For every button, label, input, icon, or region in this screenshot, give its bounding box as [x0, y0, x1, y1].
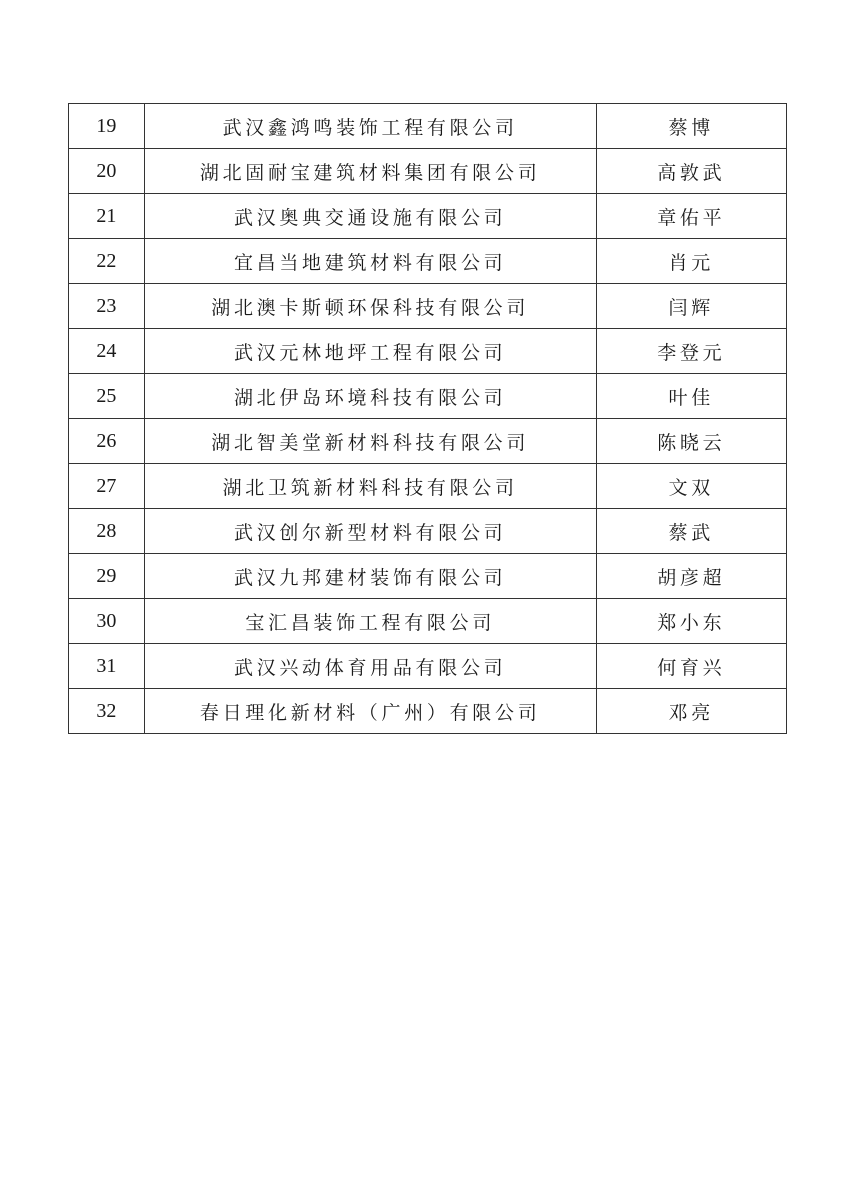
contact-person: 蔡博 [596, 104, 786, 149]
row-number: 24 [69, 329, 145, 374]
row-number: 27 [69, 464, 145, 509]
company-name: 武汉创尔新型材料有限公司 [144, 509, 596, 554]
company-name: 武汉鑫鸿鸣装饰工程有限公司 [144, 104, 596, 149]
table-row [69, 149, 787, 194]
contact-person: 肖元 [596, 239, 786, 284]
table-row [69, 464, 787, 509]
company-name: 湖北澳卡斯顿环保科技有限公司 [144, 284, 596, 329]
company-list-table [68, 103, 787, 734]
company-name: 武汉兴动体育用品有限公司 [144, 644, 596, 689]
company-name: 湖北智美堂新材料科技有限公司 [144, 419, 596, 464]
contact-person: 闫辉 [596, 284, 786, 329]
row-number: 19 [69, 104, 145, 149]
contact-person: 叶佳 [596, 374, 786, 419]
table-row [69, 509, 787, 554]
row-number: 26 [69, 419, 145, 464]
company-name: 湖北卫筑新材料科技有限公司 [144, 464, 596, 509]
contact-person: 章佑平 [596, 194, 786, 239]
table-row [69, 689, 787, 734]
contact-person: 郑小东 [596, 599, 786, 644]
table-row [69, 329, 787, 374]
company-name: 宝汇昌装饰工程有限公司 [144, 599, 596, 644]
table-row [69, 104, 787, 149]
contact-person: 蔡武 [596, 509, 786, 554]
row-number: 20 [69, 149, 145, 194]
row-number: 30 [69, 599, 145, 644]
contact-person: 文双 [596, 464, 786, 509]
table-body [69, 104, 787, 734]
table-row [69, 644, 787, 689]
row-number: 29 [69, 554, 145, 599]
table-row [69, 419, 787, 464]
company-name: 武汉元林地坪工程有限公司 [144, 329, 596, 374]
company-name: 湖北伊岛环境科技有限公司 [144, 374, 596, 419]
contact-person: 高敦武 [596, 149, 786, 194]
company-name: 宜昌当地建筑材料有限公司 [144, 239, 596, 284]
company-name: 武汉奥典交通设施有限公司 [144, 194, 596, 239]
company-name: 春日理化新材料（广州）有限公司 [144, 689, 596, 734]
row-number: 32 [69, 689, 145, 734]
row-number: 31 [69, 644, 145, 689]
company-name: 武汉九邦建材装饰有限公司 [144, 554, 596, 599]
contact-person: 胡彦超 [596, 554, 786, 599]
row-number: 28 [69, 509, 145, 554]
table-row [69, 554, 787, 599]
row-number: 25 [69, 374, 145, 419]
contact-person: 陈晓云 [596, 419, 786, 464]
table-row [69, 239, 787, 284]
contact-person: 何育兴 [596, 644, 786, 689]
row-number: 22 [69, 239, 145, 284]
table-row [69, 194, 787, 239]
table-row [69, 374, 787, 419]
row-number: 23 [69, 284, 145, 329]
contact-person: 邓亮 [596, 689, 786, 734]
table-row [69, 599, 787, 644]
company-name: 湖北固耐宝建筑材料集团有限公司 [144, 149, 596, 194]
row-number: 21 [69, 194, 145, 239]
table-row [69, 284, 787, 329]
contact-person: 李登元 [596, 329, 786, 374]
